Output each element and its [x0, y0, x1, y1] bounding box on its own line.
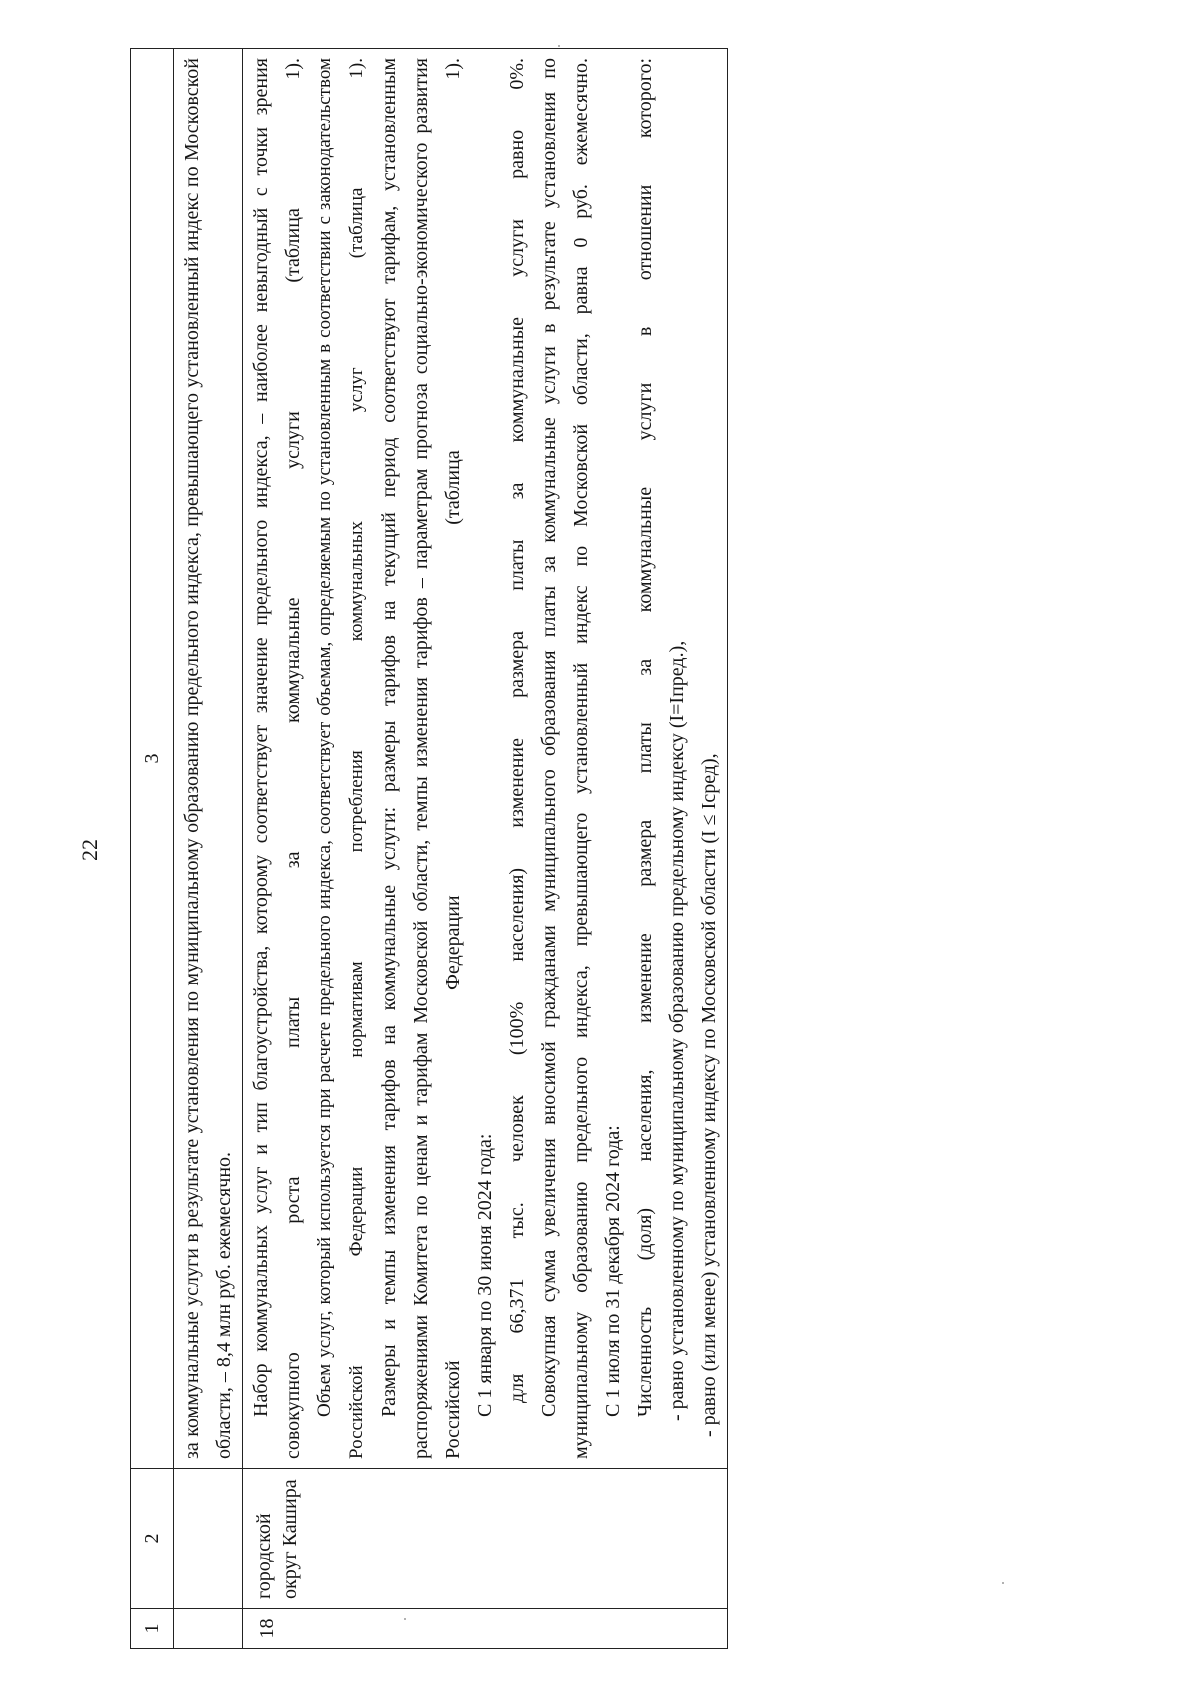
row-description — [243, 49, 728, 1469]
paragraph-period1: для 66,371 тыс. человек (100% населения) изменение размера платы за коммунальные услуги равно 0%. — [506, 58, 528, 1403]
paragraph-set-of-services: Набор коммунальных услуг и тип благоустройства, которому соответствует значение предельного индекса, – наиболее невыгодный с точки зрения совокупного роста платы за коммунальные услуги (таблица 1). — [250, 58, 304, 1459]
continuation-cell — [174, 49, 243, 1469]
scan-speck — [558, 45, 560, 47]
page-number: 22 — [77, 839, 102, 861]
bullet-average-index: - равно (или менее) установленному индексу по Московской области (I ≤ Iсред), — [698, 753, 720, 1437]
period2-heading: С 1 июля по 31 декабря 2024 года: — [602, 1125, 624, 1417]
table-row-continuation — [174, 49, 243, 1649]
paragraph-total-sum: Совокупная сумма увеличения вносимой гражданами муниципального образования платы за коммунальные услуги в результате установления по муниципальному образованию предельного индекса, превышающего установленный индекс по Московской области, равна 0 руб. ежемесячно. — [538, 58, 592, 1459]
header-col-2: 2 — [131, 1469, 174, 1609]
municipality-index-table — [130, 48, 728, 1649]
paragraph-tariffs: Размеры и темпы изменения тарифов на коммунальные услуги: размеры тарифов на текущий период соответствуют тарифам, установленным распоряжениями Комитета по ценам и тарифам Московской области, темпы изменения тарифов – параметрам прогноза социально-экономического развития Российской Федерации (таблица 1). — [378, 58, 464, 1459]
period1-heading: С 1 января по 30 июня 2024 года: — [474, 1133, 496, 1417]
bullet-limit-index: - равно установленному по муниципальному образованию предельному индексу (I=Iпред.), — [666, 640, 688, 1421]
table-header-row — [131, 49, 174, 1649]
table-row — [243, 49, 728, 1649]
header-col-3: 3 — [131, 49, 174, 1469]
paragraph-volume: Объем услуг, который используется при расчете предельного индекса, соответствует объемам, определяемым по установленным в соответствии с законодательством Российской Федерации нормативам потребления коммунальных услуг (таблица 1). — [314, 58, 367, 1459]
rotated-table — [130, 49, 1130, 1649]
continuation-text: за коммунальные услуги в результате установления по муниципальному образованию предельного индекса, превышающего установленный индекс по Московской области, – 8,4 млн руб. ежемесячно. — [181, 58, 235, 1459]
row-number: 18 — [243, 1609, 728, 1649]
empty-cell — [174, 1609, 243, 1649]
empty-cell — [174, 1469, 243, 1609]
paragraph-population-share: Численность (доля) населения, изменение размера платы за коммунальные услуги в отношении которого: — [634, 58, 656, 1417]
municipality-name: городской округ Кашира — [243, 1469, 728, 1609]
header-col-1: 1 — [131, 1609, 174, 1649]
